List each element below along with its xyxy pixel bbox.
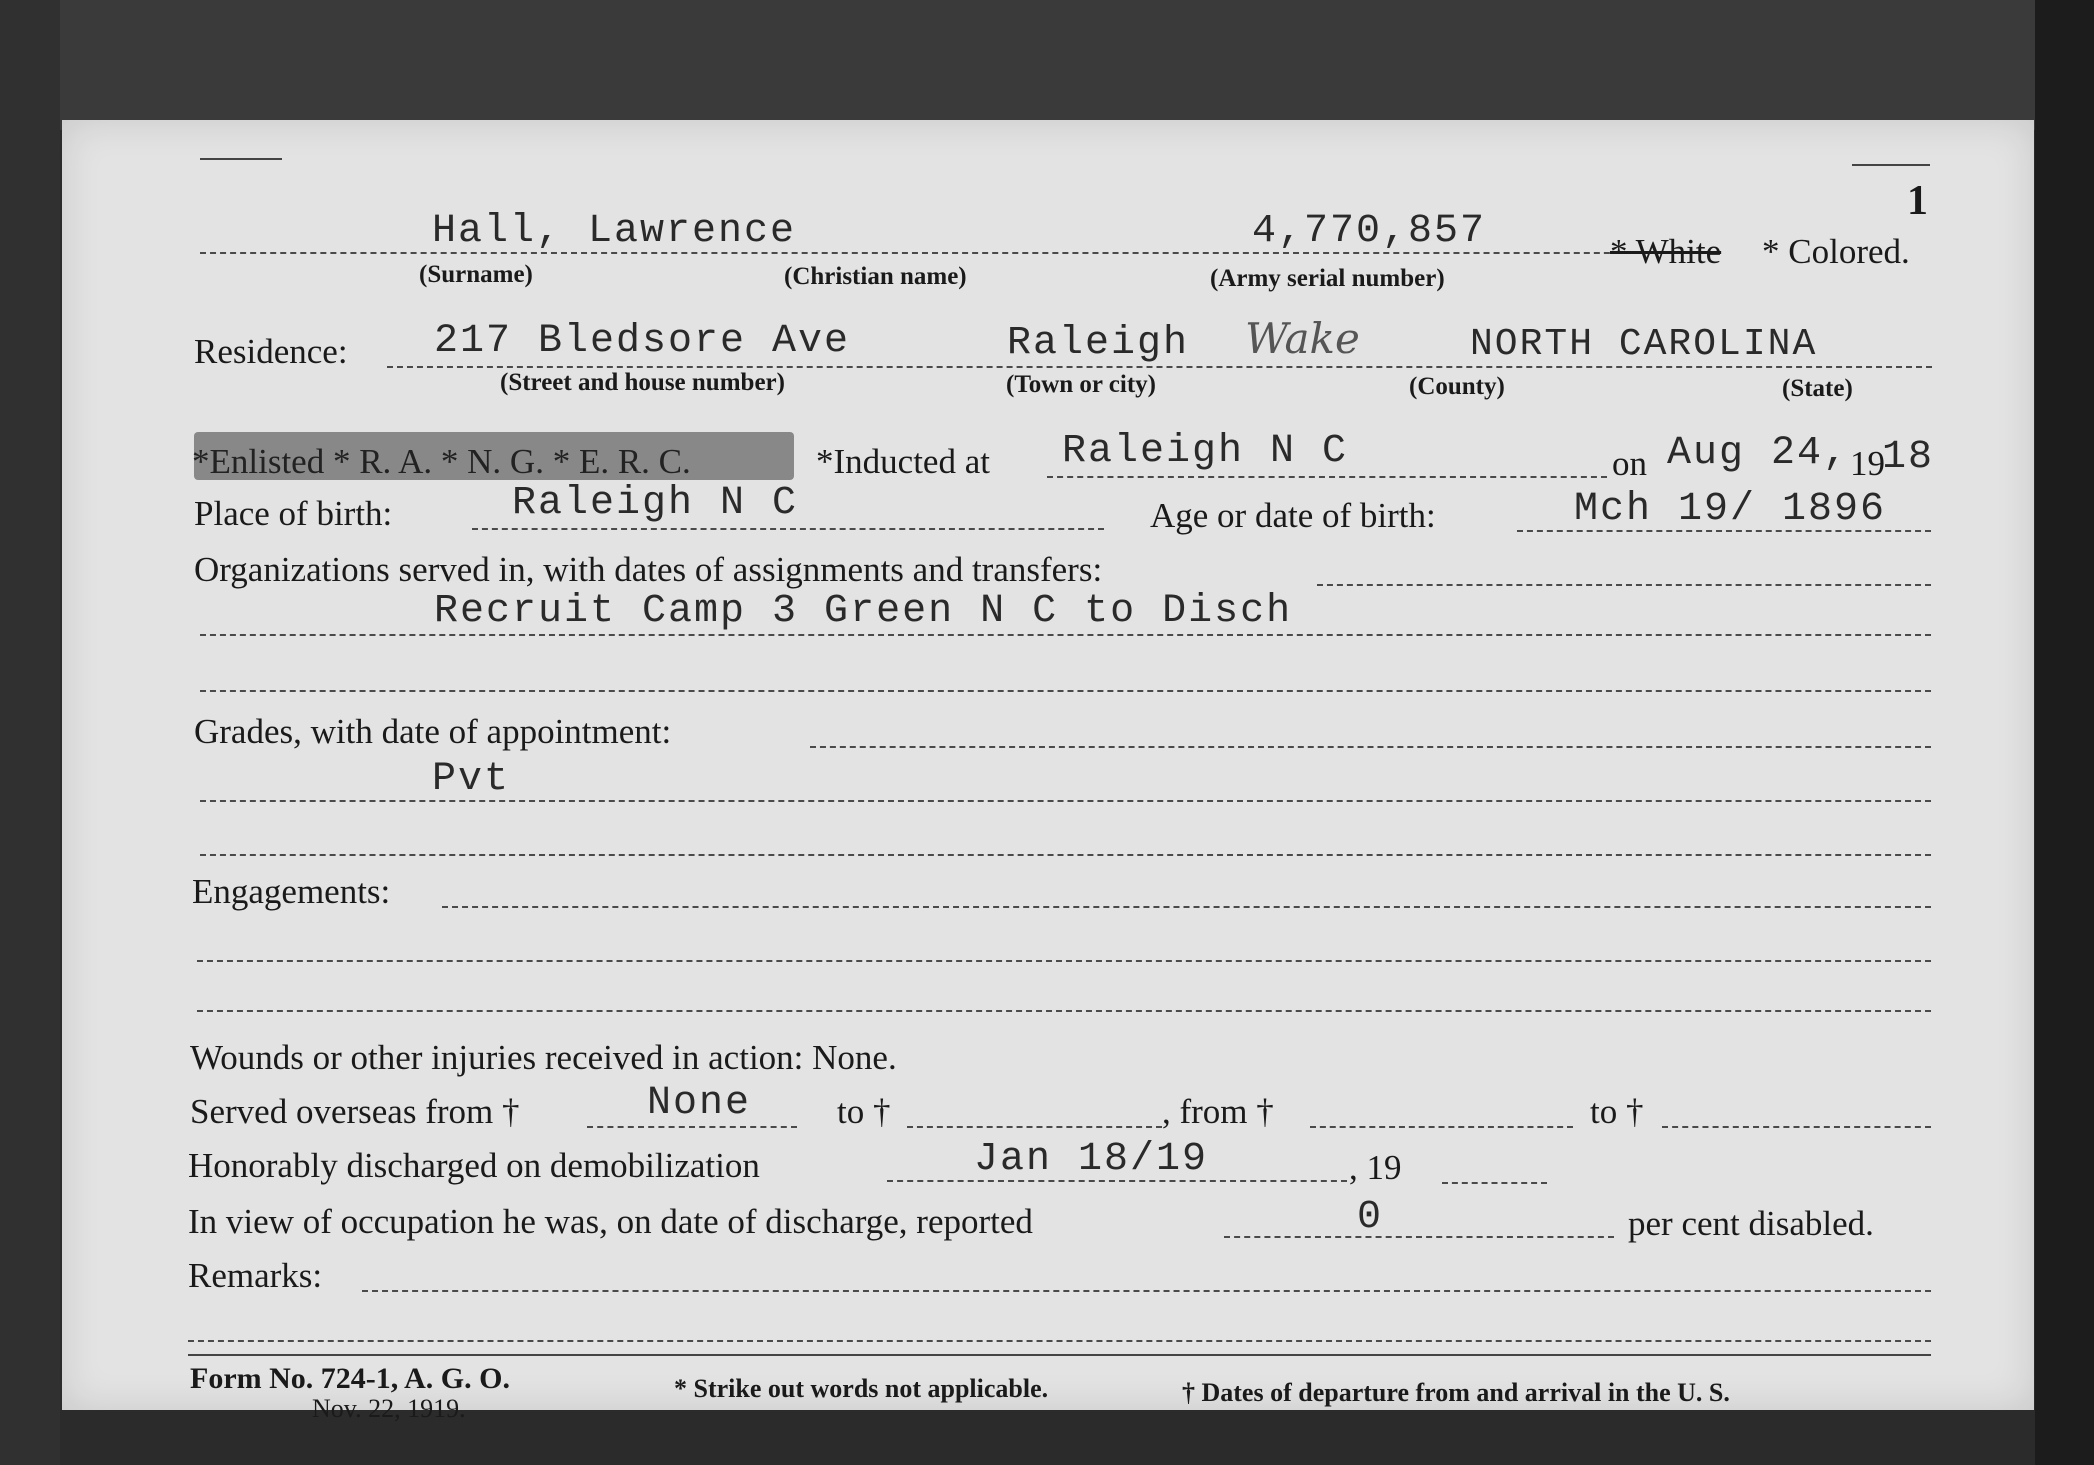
year-label: 19 xyxy=(1850,444,1885,483)
name-value: Hall, Lawrence xyxy=(432,209,797,254)
residence-state: NORTH CAROLINA xyxy=(1470,323,1818,366)
grades-value: Pvt xyxy=(432,757,511,802)
top-right-rule xyxy=(1852,164,1930,166)
caption-army-serial: (Army serial number) xyxy=(1210,265,1445,292)
overseas-to-label: to † xyxy=(837,1092,891,1131)
residence-line xyxy=(387,366,1932,368)
birth-place-line xyxy=(472,528,1104,530)
form-date: Nov. 22, 1919. xyxy=(312,1394,466,1423)
form-number: Form No. 724-1, A. G. O. xyxy=(190,1362,510,1395)
overseas-value: None xyxy=(647,1081,752,1126)
caption-town: (Town or city) xyxy=(1006,371,1156,398)
overseas-from-label: , from † xyxy=(1162,1092,1274,1131)
army-serial-value: 4,770,857 xyxy=(1252,209,1487,254)
discharged-year-line xyxy=(1442,1182,1547,1184)
age-label: Age or date of birth: xyxy=(1150,496,1436,535)
orgs-line-3 xyxy=(200,690,1931,692)
top-left-rule xyxy=(200,158,282,160)
return-from-line xyxy=(1310,1126,1573,1128)
disabled-label: per cent disabled. xyxy=(1628,1204,1874,1243)
caption-county: (County) xyxy=(1409,373,1505,400)
birth-date-value: Mch 19/ 1896 xyxy=(1574,487,1887,532)
orgs-value: Recruit Camp 3 Green N C to Disch xyxy=(434,589,1293,634)
occupation-label: In view of occupation he was, on date of discharge, reported xyxy=(188,1202,1033,1241)
grades-line-1 xyxy=(810,746,1931,748)
race-white xyxy=(1610,234,1721,269)
enlisted-label: *Enlisted * R. A. * N. G. * E. R. C. xyxy=(192,442,691,481)
footnote-dates: † Dates of departure from and arrival in the U. S. xyxy=(1182,1378,1730,1407)
scan-background-left xyxy=(0,0,60,1465)
disabled-line xyxy=(1224,1236,1614,1238)
inducted-label: *Inducted at xyxy=(816,442,990,481)
caption-street: (Street and house number) xyxy=(500,369,785,396)
disabled-value: 0 xyxy=(1357,1195,1384,1240)
residence-town: Raleigh xyxy=(1007,321,1190,366)
return-to-line xyxy=(1662,1126,1931,1128)
service-record-card xyxy=(62,120,2034,1423)
discharged-value: Jan 18/19 xyxy=(974,1137,1209,1182)
engagements-line-1 xyxy=(442,906,1931,908)
discharged-year-label: , 19 xyxy=(1349,1148,1402,1187)
race-white-text: * White xyxy=(1610,232,1722,271)
year-value: 18 xyxy=(1882,435,1935,480)
inducted-place: Raleigh N C xyxy=(1062,429,1349,474)
overseas-label: Served overseas from † xyxy=(190,1092,520,1131)
engagements-line-3 xyxy=(197,1010,1931,1012)
overseas-to-line xyxy=(907,1126,1162,1128)
orgs-line-2 xyxy=(200,634,1931,636)
remarks-line-1 xyxy=(362,1290,1931,1292)
race-colored: * Colored. xyxy=(1762,232,1910,271)
on-label: on xyxy=(1612,444,1647,483)
grades-line-3 xyxy=(200,854,1931,856)
scan-background-right xyxy=(2035,0,2094,1465)
inducted-line xyxy=(1047,476,1607,478)
card-number: 1 xyxy=(1907,178,1928,224)
overseas-from-line xyxy=(587,1126,797,1128)
residence-county: Wake xyxy=(1245,314,1360,363)
orgs-line-1 xyxy=(1317,584,1931,586)
discharged-label: Honorably discharged on demobilization xyxy=(188,1146,760,1185)
inducted-date: Aug 24, xyxy=(1667,431,1850,476)
scan-background-top xyxy=(0,0,2094,130)
return-to-label: to † xyxy=(1590,1092,1644,1131)
wounds-label: Wounds or other injuries received in action: None. xyxy=(190,1038,897,1077)
residence-street: 217 Bledsore Ave xyxy=(434,319,851,364)
engagements-line-2 xyxy=(197,960,1931,962)
orgs-label: Organizations served in, with dates of assignments and transfers: xyxy=(194,550,1103,589)
caption-christian-name: (Christian name) xyxy=(784,263,967,290)
remarks-line-2 xyxy=(188,1340,1931,1342)
grades-label: Grades, with date of appointment: xyxy=(194,712,672,751)
footnote-strike: * Strike out words not applicable. xyxy=(674,1374,1049,1403)
caption-surname: (Surname) xyxy=(419,261,533,288)
footer-rule xyxy=(188,1354,1931,1356)
engagements-label: Engagements: xyxy=(192,872,391,911)
remarks-label: Remarks: xyxy=(188,1256,323,1295)
caption-state: (State) xyxy=(1782,375,1853,402)
birth-place-label: Place of birth: xyxy=(194,494,393,533)
grades-line-2 xyxy=(200,800,1931,802)
birth-place-value: Raleigh N C xyxy=(512,481,799,526)
residence-label: Residence: xyxy=(194,332,348,371)
